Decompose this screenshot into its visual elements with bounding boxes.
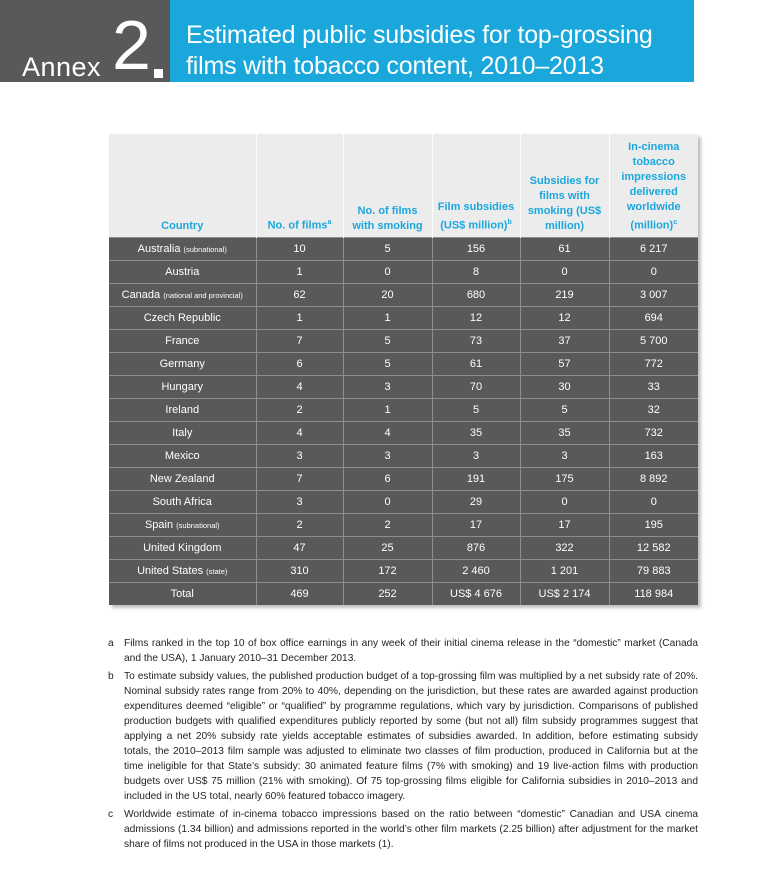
subsidies-cell: 8 — [432, 261, 520, 284]
country-cell — [109, 399, 256, 422]
table-row — [109, 261, 698, 284]
country-name: Spain — [144, 519, 174, 531]
films-cell: 469 — [256, 583, 343, 606]
country-name: Italy — [172, 427, 193, 439]
impressions-cell: 32 — [609, 399, 698, 422]
impressions-cell: 33 — [609, 376, 698, 399]
smoking-films-cell: 5 — [343, 238, 432, 261]
table-row — [109, 307, 698, 330]
column-header-label: No. of films — [267, 220, 328, 232]
subsidies-cell: 191 — [432, 468, 520, 491]
smoking-films-cell: 5 — [343, 330, 432, 353]
films-cell: 7 — [256, 330, 343, 353]
country-name: New Zealand — [149, 473, 215, 485]
table-row — [109, 445, 698, 468]
smoking-subsidies-cell: 322 — [520, 537, 609, 560]
footnote-text: Worldwide estimate of in-cinema tobacco impressions based on the ratio between “domestic” Canadian and USA cinema admissions (1.34 billion) and admissions reported in the world’s other film markets (2.25 billion) after adjustment for the market share of films not produced in the USA in those markets (1). — [124, 809, 698, 850]
country-cell — [109, 491, 256, 514]
total-row — [109, 583, 698, 606]
table-row — [109, 514, 698, 537]
impressions-cell: 772 — [609, 353, 698, 376]
table-row — [109, 330, 698, 353]
films-cell: 310 — [256, 560, 343, 583]
smoking-films-cell: 1 — [343, 307, 432, 330]
films-cell: 6 — [256, 353, 343, 376]
table-row — [109, 468, 698, 491]
impressions-cell: 79 883 — [609, 560, 698, 583]
footnote-mark: a — [108, 638, 114, 649]
smoking-subsidies-cell: 37 — [520, 330, 609, 353]
footnote-text: To estimate subsidy values, the published production budget of a top-grossing film was multiplied by a net subsidy rate of 20%. Nominal subsidy rates range from 20% to 40%, depending on the jurisdiction, but these rates are awarded against production expenditures deemed “eligible” or “qualified” by programme regulations, which vary by jurisdiction. Comparisons of published production budgets with qualified expenditures publicly reported by some (but not all) film subsidy programmes suggest that applying a net 20% subsidy rate yields acceptable estimates of subsidies awarded. In addition, before estimating subsidy totals, the 2010–2013 film sample was adjusted to eliminate two classes of film production, produced in California but at the time ineligible for that State’s subsidy: 30 animated feature films (7% with smoking) and 19 live-action films with production budgets over US$ 75 million (21% with smoking). Of 75 top-grossing films eligible for California subsidies in 2010–2013 and included in the US total, nearly 60% featured tobacco imagery. — [124, 671, 698, 802]
table-body — [109, 238, 698, 606]
smoking-films-cell: 25 — [343, 537, 432, 560]
films-cell: 3 — [256, 445, 343, 468]
annex-label: Annex — [22, 52, 102, 82]
subsidies-cell: 156 — [432, 238, 520, 261]
column-header — [520, 134, 609, 238]
country-cell — [109, 284, 256, 307]
subsidies-cell: 29 — [432, 491, 520, 514]
impressions-cell: 3 007 — [609, 284, 698, 307]
subsidies-cell: 2 460 — [432, 560, 520, 583]
country-name: Hungary — [161, 381, 204, 393]
table-row — [109, 560, 698, 583]
impressions-cell: 8 892 — [609, 468, 698, 491]
smoking-subsidies-cell: 57 — [520, 353, 609, 376]
films-cell: 2 — [256, 399, 343, 422]
table-row — [109, 284, 698, 307]
country-qualifier: (state) — [206, 567, 228, 576]
smoking-films-cell: 4 — [343, 422, 432, 445]
smoking-subsidies-cell: 61 — [520, 238, 609, 261]
column-header-label: Country — [161, 220, 204, 232]
column-header — [609, 134, 698, 238]
country-cell — [109, 445, 256, 468]
country-qualifier: (national and provincial) — [163, 291, 243, 300]
annex-dot — [154, 69, 163, 78]
country-qualifier: (subnational) — [176, 521, 220, 530]
country-name: Mexico — [164, 450, 200, 462]
subsidies-cell: 680 — [432, 284, 520, 307]
country-cell — [109, 560, 256, 583]
table-row — [109, 491, 698, 514]
impressions-cell: 163 — [609, 445, 698, 468]
smoking-subsidies-cell: 5 — [520, 399, 609, 422]
smoking-films-cell: 2 — [343, 514, 432, 537]
country-name: Ireland — [165, 404, 200, 416]
smoking-subsidies-cell: 0 — [520, 261, 609, 284]
table-header-row — [109, 134, 698, 238]
country-name: Total — [170, 588, 194, 600]
country-cell — [109, 261, 256, 284]
column-header — [256, 134, 343, 238]
subsidies-cell: 17 — [432, 514, 520, 537]
impressions-cell: 5 700 — [609, 330, 698, 353]
smoking-films-cell: 1 — [343, 399, 432, 422]
country-cell — [109, 330, 256, 353]
smoking-subsidies-cell: 1 201 — [520, 560, 609, 583]
subsidies-cell: 12 — [432, 307, 520, 330]
column-header — [109, 134, 256, 238]
subsidies-cell: 73 — [432, 330, 520, 353]
footnote — [108, 636, 698, 666]
impressions-cell: 0 — [609, 261, 698, 284]
country-name: South Africa — [152, 496, 212, 508]
footnote-text: Films ranked in the top 10 of box office earnings in any week of their initial cinema release in the “domestic” market (Canada and the USA), 1 January 2010–31 December 2013. — [124, 638, 698, 664]
smoking-films-cell: 0 — [343, 491, 432, 514]
subsidies-cell: US$ 4 676 — [432, 583, 520, 606]
country-name: France — [165, 335, 200, 347]
table-row — [109, 376, 698, 399]
column-header-label: No. of films with smoking — [352, 205, 423, 232]
smoking-subsidies-cell: 35 — [520, 422, 609, 445]
country-name: United Kingdom — [143, 542, 222, 554]
footnote-mark: c — [108, 809, 114, 820]
smoking-films-cell: 172 — [343, 560, 432, 583]
country-cell — [109, 422, 256, 445]
films-cell: 10 — [256, 238, 343, 261]
country-cell — [109, 468, 256, 491]
column-header-label: Film subsidies (US$ million) — [437, 201, 515, 232]
footnote-ref: a — [327, 219, 332, 227]
footnote — [108, 669, 698, 804]
films-cell: 4 — [256, 376, 343, 399]
smoking-subsidies-cell: US$ 2 174 — [520, 583, 609, 606]
smoking-subsidies-cell: 219 — [520, 284, 609, 307]
subsidies-cell: 61 — [432, 353, 520, 376]
impressions-cell: 6 217 — [609, 238, 698, 261]
country-cell — [109, 514, 256, 537]
smoking-subsidies-cell: 12 — [520, 307, 609, 330]
smoking-films-cell: 3 — [343, 376, 432, 399]
subsidies-cell: 876 — [432, 537, 520, 560]
smoking-subsidies-cell: 17 — [520, 514, 609, 537]
table-row — [109, 537, 698, 560]
country-qualifier: (subnational) — [183, 245, 227, 254]
films-cell: 2 — [256, 514, 343, 537]
smoking-subsidies-cell: 0 — [520, 491, 609, 514]
column-header-label: Subsidies for films with smoking (US$ million) — [527, 175, 602, 232]
films-cell: 1 — [256, 307, 343, 330]
country-name: Australia — [137, 243, 181, 255]
footnote-ref: c — [673, 219, 678, 227]
column-header — [432, 134, 520, 238]
table-row — [109, 422, 698, 445]
smoking-films-cell: 20 — [343, 284, 432, 307]
country-cell — [109, 537, 256, 560]
subsidies-cell: 35 — [432, 422, 520, 445]
page-title-line-1: Estimated public subsidies for top-grossing — [186, 21, 653, 49]
country-name: Canada — [121, 289, 161, 301]
subsidies-table — [109, 134, 698, 605]
footnote-mark: b — [108, 671, 114, 682]
table-row — [109, 353, 698, 376]
films-cell: 4 — [256, 422, 343, 445]
country-cell — [109, 307, 256, 330]
country-name: United States — [137, 565, 204, 577]
country-name: Czech Republic — [143, 312, 221, 324]
annex-number: 2 — [112, 6, 151, 84]
column-header-label: In-cinema tobacco impressions delivered worldwide (million) — [621, 141, 687, 232]
impressions-cell: 12 582 — [609, 537, 698, 560]
impressions-cell: 694 — [609, 307, 698, 330]
smoking-films-cell: 3 — [343, 445, 432, 468]
impressions-cell: 195 — [609, 514, 698, 537]
films-cell: 47 — [256, 537, 343, 560]
country-cell — [109, 238, 256, 261]
country-cell — [109, 583, 256, 606]
page-title — [186, 20, 686, 82]
films-cell: 1 — [256, 261, 343, 284]
country-cell — [109, 376, 256, 399]
smoking-films-cell: 0 — [343, 261, 432, 284]
table-row — [109, 399, 698, 422]
footnote — [108, 807, 698, 852]
films-cell: 3 — [256, 491, 343, 514]
films-cell: 7 — [256, 468, 343, 491]
smoking-subsidies-cell: 175 — [520, 468, 609, 491]
country-name: Austria — [165, 266, 200, 278]
annex-banner — [0, 0, 170, 82]
smoking-films-cell: 252 — [343, 583, 432, 606]
smoking-films-cell: 6 — [343, 468, 432, 491]
impressions-cell: 732 — [609, 422, 698, 445]
page-title-line-2: films with tobacco content, 2010–2013 — [186, 52, 604, 80]
country-cell — [109, 353, 256, 376]
impressions-cell: 0 — [609, 491, 698, 514]
smoking-subsidies-cell: 3 — [520, 445, 609, 468]
smoking-films-cell: 5 — [343, 353, 432, 376]
footnote-ref: b — [507, 219, 512, 227]
footnotes — [108, 636, 698, 855]
smoking-subsidies-cell: 30 — [520, 376, 609, 399]
subsidies-cell: 3 — [432, 445, 520, 468]
subsidies-cell: 70 — [432, 376, 520, 399]
column-header — [343, 134, 432, 238]
table-row — [109, 238, 698, 261]
subsidies-cell: 5 — [432, 399, 520, 422]
subsidies-table-container — [109, 134, 698, 605]
films-cell: 62 — [256, 284, 343, 307]
impressions-cell: 118 984 — [609, 583, 698, 606]
country-name: Germany — [159, 358, 205, 370]
